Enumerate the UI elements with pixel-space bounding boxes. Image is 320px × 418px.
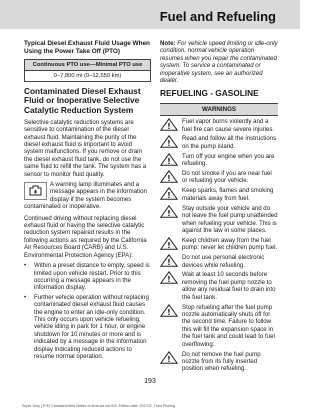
warning-triangle-icon	[160, 254, 178, 267]
table-cell: 0–7,800 mi (0–12,550 km)	[53, 73, 122, 80]
warning-item: ! Do not use personal electronic devices while refueling.	[160, 254, 278, 269]
left-column	[24, 40, 151, 360]
svg-text:!: !	[167, 139, 171, 149]
warning-item: ! Stop refueling after the fuel pump nozzle automatically shuts off for the second time. Failure to follow this will fill the expansion space in the fuel tank and could lead to fuel overflowing.	[160, 304, 278, 348]
warning-triangle-icon	[160, 170, 178, 183]
warning-item: ! Keep children away from the fuel pump; never let children pump fuel.	[160, 237, 278, 252]
warning-lamp-block	[24, 181, 151, 211]
header-bar	[0, 0, 300, 29]
warning-item: ! Fuel vapor burns violently and a fuel fire can cause severe injuries.	[160, 118, 278, 133]
paragraph: Continued driving without replacing diesel exhaust fluid or having the selective catalytic reduction system repaired results in the following actions as required by the California Air Resources Board (CARB) and U.S. Environmental Protection Agency (EPA):	[24, 214, 147, 259]
svg-text:!: !	[167, 240, 171, 250]
svg-text:!: !	[167, 174, 171, 184]
list-item: • Further vehicle operation without replacing contaminated diesel exhaust fluid causes the engine to enter an idle-only condition. This only occurs upon vehicle refueling, vehicle idling in park for 1 hour, or engine shutdown for 10 minutes or more and is indicated by a message in the information display indicating reduced actions to resume normal operation.	[24, 293, 149, 360]
warning-triangle-icon	[160, 153, 178, 166]
right-column	[160, 40, 278, 373]
note-label: Note:	[160, 40, 176, 47]
warning-item: ! Do not remove the fuel pump nozzle from its fully inserted position when refueling.	[160, 351, 278, 373]
warning-item: ! Read and follow all the instructions on the pump island.	[160, 135, 278, 150]
table-header: Continuous PTO use—Minimal PTO use	[25, 60, 150, 71]
note-text: For vehicle speed limiting or idle-only condition, normal vehicle operation resumes when you repair the contaminated system. To service a contaminated or inoperative system, see an authorized dealer.	[160, 40, 278, 85]
svg-text:!: !	[167, 156, 171, 166]
warnings-header: WARNINGS	[160, 103, 278, 116]
pto-usage-table	[24, 59, 151, 82]
warning-triangle-icon	[160, 304, 178, 317]
warning-triangle-icon	[160, 187, 178, 200]
bullet-list	[24, 262, 151, 360]
svg-text:!: !	[167, 122, 171, 132]
warning-triangle-icon	[160, 237, 178, 250]
page-title: Fuel and Refueling	[159, 9, 276, 24]
list-item: • Within a preset distance to empty, speed is limited upon vehicle restart. Prior to this occurring a message appears in the information display.	[24, 262, 150, 292]
section-title: REFUELING - GASOLINE	[160, 88, 259, 99]
section-title: Contaminated Diesel Exhaust Fluid or Inoperative Selective Catalytic Reduction System	[24, 86, 141, 115]
svg-text:!: !	[167, 354, 171, 364]
paragraph: Selective catalytic reduction systems are sensitive to contamination of the diesel exhaust fluid. Maintaining the purity of the diesel exhaust fluid is important to avoid system malfunctions. If you remove or drain the diesel exhaust fluid tank, do not use the same fluid to refill the tank. The system has a sensor to monitor fluid quality.	[24, 118, 147, 178]
svg-text:!: !	[167, 275, 171, 285]
bullet-icon: •	[24, 262, 27, 270]
warning-item: ! Wait at least 10 seconds before removing the fuel pump nozzle to allow any residual fuel to drain into the fuel tank.	[160, 271, 278, 301]
warning-item: ! Do not smoke if you are near fuel or refueling your vehicle.	[160, 170, 278, 185]
warning-item: ! Keep sparks, flames and smoking materials away from fuel.	[160, 187, 278, 202]
table-heading: Typical Diesel Exhaust Fluid Usage When Using the Power Take Off (PTO)	[24, 40, 150, 55]
warning-triangle-icon	[160, 118, 178, 131]
svg-text:!: !	[167, 191, 171, 201]
warnings-list	[160, 118, 278, 373]
def-warning-lamp-icon	[24, 182, 47, 200]
footer-text: Super Duty (TFE) Canada/United States of America enUSA, Edition date: 201702, Third Printing	[22, 404, 175, 408]
warning-triangle-icon	[160, 135, 178, 148]
warning-triangle-icon	[160, 271, 178, 284]
svg-text:!: !	[167, 208, 171, 218]
warning-item: ! Turn off your engine when you are refueling.	[160, 153, 278, 168]
bullet-icon: •	[24, 293, 27, 301]
warning-lamp-text: A warning lamp illuminates and a message appears in the information display if the system becomes contaminated or inoperative.	[24, 181, 147, 211]
warning-triangle-icon	[160, 351, 178, 364]
note	[160, 40, 278, 84]
warning-triangle-icon	[160, 205, 178, 218]
svg-text:!: !	[167, 307, 171, 317]
warning-item: ! Stay outside your vehicle and do not leave the fuel pump unattended when refueling your vehicle. This is against the law in some places.	[160, 205, 278, 235]
svg-text:!: !	[167, 258, 171, 268]
page-number: 193	[144, 378, 156, 385]
